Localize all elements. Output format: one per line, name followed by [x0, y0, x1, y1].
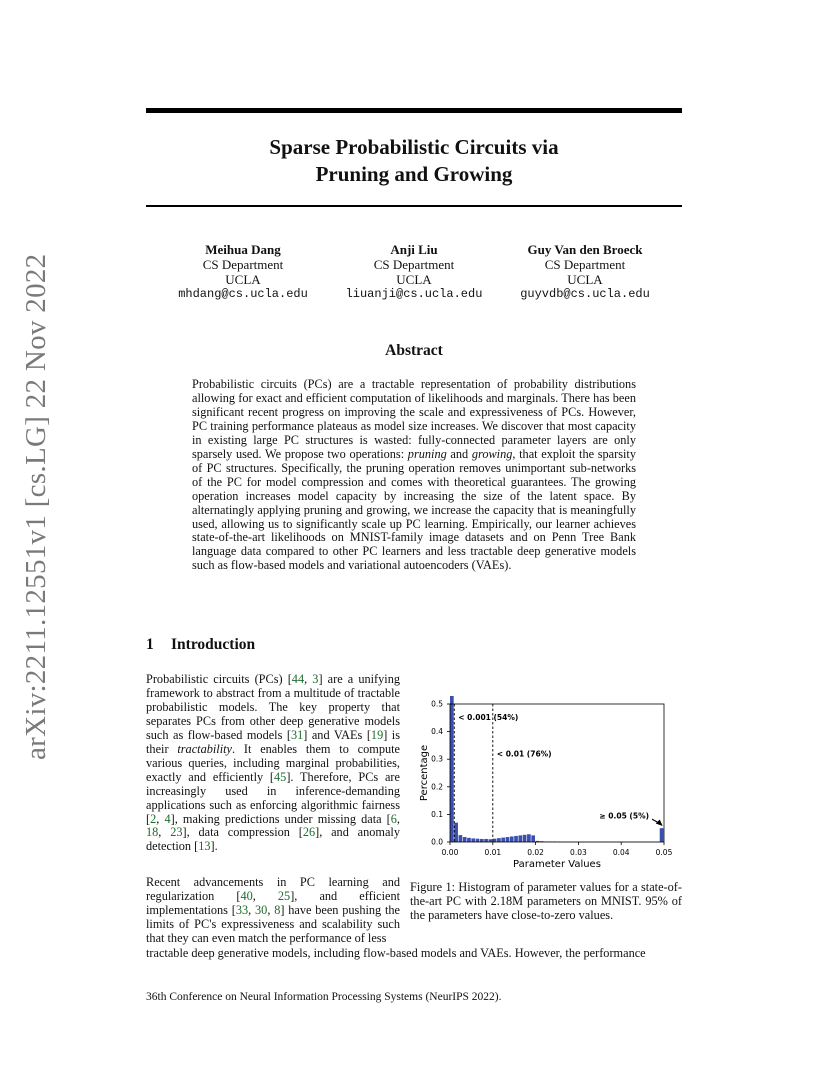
histogram-bar	[510, 836, 514, 842]
histogram-bar	[514, 836, 518, 842]
arxiv-identifier: arXiv:2211.12551v1 [cs.LG] 22 Nov 2022	[20, 253, 52, 760]
y-tick-label: 0.3	[431, 754, 443, 764]
conference-footer: 36th Conference on Neural Information Processing Systems (NeurIPS 2022).	[146, 991, 502, 1003]
citation-link[interactable]: 19	[370, 727, 384, 742]
section-title: Introduction	[171, 636, 256, 653]
histogram-bar	[467, 838, 471, 842]
x-tick-label: 0.05	[655, 848, 673, 857]
author-department: CS Department	[202, 257, 284, 272]
author-email: mhdang@cs.ucla.edu	[178, 287, 308, 301]
x-tick-label: 0.04	[612, 848, 630, 857]
section-number: 1	[146, 636, 154, 653]
abstract-heading: Abstract	[385, 342, 443, 359]
histogram-bar	[459, 835, 463, 842]
y-axis-label: Percentage	[419, 744, 430, 802]
citation-link[interactable]: 25	[277, 888, 291, 903]
histogram-bar	[518, 835, 522, 842]
author-block	[329, 242, 499, 302]
intro-paragraph-2: Recent advancements in PC learning and regularization [40, 25], and efficient implementations [33, 30, 8] have been pushing the limits of PC's expressiveness and scalability such that they can even match the performance of less	[146, 875, 401, 945]
citation-link[interactable]: 44	[291, 672, 305, 686]
citation-link[interactable]: 31	[290, 727, 304, 742]
histogram-bar	[523, 835, 527, 842]
annotation-lt-001: < 0.01 (76%)	[496, 749, 552, 759]
histogram-bar	[463, 837, 467, 842]
x-tick-label: 0.00	[441, 848, 459, 857]
histogram-chart	[410, 696, 680, 870]
y-tick-label: 0.0	[431, 837, 443, 847]
title-bottom-rule	[146, 205, 682, 207]
figure-1-histogram	[410, 696, 680, 870]
histogram-bar	[489, 839, 493, 842]
author-department: CS Department	[544, 257, 626, 272]
annotation-arrow-head	[656, 819, 663, 826]
author-email: liuanji@cs.ucla.edu	[345, 287, 483, 301]
histogram-bar	[506, 837, 510, 842]
histogram-bar	[497, 838, 501, 842]
title-line-2: Pruning and Growing	[315, 162, 513, 186]
author-name: Meihua Dang	[205, 242, 281, 257]
citation-link[interactable]: 6	[390, 811, 397, 826]
paper-title	[146, 134, 682, 188]
y-tick-label: 0.4	[431, 727, 443, 737]
annotation-lt-0001: < 0.001 (54%)	[458, 713, 519, 722]
citation-link[interactable]: 40	[240, 888, 253, 903]
author-block	[158, 242, 328, 302]
histogram-bar	[480, 839, 484, 842]
citation-link[interactable]: 30	[255, 902, 268, 917]
histogram-bar	[450, 696, 454, 842]
citation-link[interactable]: 33	[235, 902, 249, 917]
author-institution: UCLA	[567, 272, 603, 287]
histogram-bar	[454, 823, 458, 842]
title-line-1: Sparse Probabilistic Circuits via	[269, 135, 559, 159]
x-tick-label: 0.01	[484, 848, 502, 857]
x-tick-label: 0.02	[527, 848, 544, 857]
citation-link[interactable]: 3	[312, 672, 319, 686]
x-axis-label: Parameter Values	[513, 859, 601, 870]
term-growing: growing	[471, 446, 513, 461]
abstract-text: Probabilistic circuits (PCs) are a tractable representation of probability distributions allowing for exact and efficient computation of likelihoods and marginals. There has been significant recent progress on improving the scale and expressiveness of PCs. However, PC training performance plateaus as model size increases. We discover that most capacity in existing large PC structures is wasted: fully-connected parameter layers are only sparsely used. We propose two operations: pruning and growing, that exploit the sparsity of PC structures. Specifically, the pruning operation removes unimportant sub-networks of the PC for model compression and comes with theoretical guarantees. The growing operation increases model capacity by increasing the size of the latent space. By alternatingly applying pruning and growing, we increase the capacity that is meaningfully used, allowing us to significantly scale up PC learning. Empirically, our learner achieves state-of-the-art likelihoods on MNIST-family image datasets and on Penn Tree Bank language data compared to other PC learners and less tractable deep generative models such as flow-based models and variational autoencoders (VAEs).	[192, 377, 637, 573]
y-tick-label: 0.5	[431, 699, 443, 709]
term-pruning: pruning	[407, 446, 447, 461]
histogram-bar	[493, 839, 497, 842]
annotation-ge-005: ≥ 0.05 (5%)	[599, 811, 650, 821]
citation-link[interactable]: 13	[198, 839, 211, 854]
figure-1-caption: Figure 1: Histogram of parameter values for a state-of-the-art PC with 2.18M parameters on MNIST. 95% of the parameters have close-to-zero values.	[410, 880, 682, 922]
plot-frame	[450, 704, 664, 842]
author-name: Anji Liu	[390, 242, 438, 257]
author-institution: UCLA	[396, 272, 432, 287]
title-top-rule	[146, 108, 682, 113]
citation-link[interactable]: 23	[170, 825, 183, 840]
citation-link[interactable]: 45	[274, 769, 287, 784]
section-heading	[146, 636, 255, 654]
histogram-bar	[527, 834, 531, 842]
x-tick-label: 0.03	[570, 848, 587, 857]
author-name: Guy Van den Broeck	[527, 242, 643, 257]
citation-link[interactable]: 26	[302, 825, 316, 840]
citation-link[interactable]: 18	[146, 825, 159, 840]
histogram-bar	[476, 839, 480, 842]
histogram-bar	[660, 828, 664, 842]
intro-paragraph-1: Probabilistic circuits (PCs) [44, 3] are a unifying framework to abstract from a multitude of tractable probabilistic models. The key property that separates PCs from other deep generative models such as flow-based models [31] and VAEs [19] is their tractability. It enables them to compute various queries, including marginal probabilities, exactly and efficiently [45]. Therefore, PCs are increasingly used in inference-demanding applications such as enforcing algorithmic fairness [2, 4], making predictions under missing data [6, 18, 23], data compression [26], and anomaly detection [13].	[146, 672, 400, 854]
author-block	[500, 242, 670, 302]
citation-link[interactable]: 8	[274, 902, 281, 917]
citation-link[interactable]: 4	[164, 811, 171, 826]
author-email: guyvdb@cs.ucla.edu	[520, 287, 650, 301]
author-department: CS Department	[373, 257, 455, 272]
histogram-bar	[531, 835, 535, 842]
histogram-bar	[471, 838, 475, 842]
intro-full-width-line: tractable deep generative models, including flow-based models and VAEs. However, the performance	[146, 946, 646, 960]
citation-link[interactable]: 2	[150, 811, 157, 826]
author-institution: UCLA	[225, 272, 261, 287]
histogram-bar	[484, 839, 488, 842]
y-tick-label: 0.2	[431, 782, 443, 792]
y-tick-label: 0.1	[431, 809, 443, 819]
histogram-bar	[501, 838, 505, 842]
